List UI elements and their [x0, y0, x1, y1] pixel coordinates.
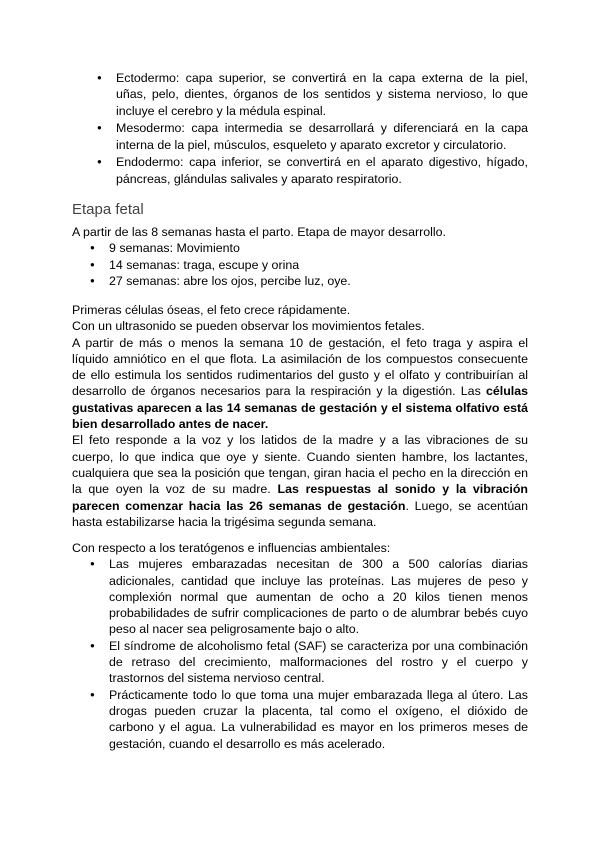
list-item-endodermo: ● Endodermo: capa inferior, se convertirá en el aparato digestivo, hígado, páncreas, glándulas salivales y aparato respiratorio. [116, 154, 528, 187]
list-item: ● 14 semanas: traga, escupe y orina [109, 257, 528, 273]
paragraph-text: A partir de más o menos la semana 10 de gestación, el feto traga y aspira el líquido amniótico en el que flota. La asimilación de los compuestos consecuente de ello estimula los sentidos rudimentarios del gusto y el olfato y contribuirían al desarrollo de órganos necesarios para la respiración y la digestión. Las [72, 335, 528, 399]
paragraph-text: . Luego, se acentúan hasta estabilizarse hacia la trigésima segunda semana. [72, 498, 529, 529]
teratogens-list [109, 556, 528, 752]
fetal-stage-intro: A partir de las 8 semanas hasta el parto. Etapa de mayor desarrollo. [72, 225, 446, 239]
paragraph-line: Primeras células óseas, el feto crece rápidamente. [72, 303, 351, 317]
teratogens-intro: Con respecto a los teratógenos e influencias ambientales: [72, 541, 391, 555]
list-item: ● 9 semanas: Movimiento [109, 240, 528, 256]
list-item: ● El síndrome de alcoholismo fetal (SAF) se caracteriza por una combinación de retraso del crecimiento, malformaciones del rostro y el cuerpo y trastornos del sistema nervioso central. [109, 638, 528, 687]
bold-text: células gustativas aparecen a las 14 semanas de gestación y el sistema olfativo está bien desarrollado antes de nacer. [72, 384, 528, 432]
teratogens-block [72, 540, 528, 752]
milestones-list [109, 240, 528, 289]
paragraph-hearing [72, 432, 528, 530]
fetal-stage-intro-block [72, 224, 528, 289]
list-item: ● 27 semanas: abre los ojos, percibe luz, oye. [109, 273, 528, 289]
development-block [72, 302, 528, 530]
section-heading-etapa-fetal: Etapa fetal [72, 201, 144, 218]
list-item-ectodermo: ● Ectodermo: capa superior, se convertirá en la capa externa de la piel, uñas, pelo, dientes, órganos de los sentidos y sistema nervioso, lo que incluye el cerebro y la médula espinal. [116, 70, 528, 119]
paragraph-text: El feto responde a la voz y los latidos de la madre y a las vibraciones de su cuerpo, lo que indica que oye y siente. Cuando sienten hambre, los lactantes, cualquiera que sea la posición que tengan, giran hacia el pecho en la dirección en la que oyen la voz de su madre. [72, 433, 528, 497]
germ-layers-list [116, 70, 528, 189]
document-page [72, 0, 528, 848]
list-item: ● Prácticamente todo lo que toma una mujer embarazada llega al útero. Las drogas pueden cruzar la placenta, tal como el oxígeno, el dióxido de carbono y el agua. La vulnerabilidad es mayor en los primeros meses de gestación, cuando el desarrollo es más acelerado. [109, 687, 528, 752]
paragraph-taste-smell [72, 335, 528, 433]
list-item-mesodermo: ● Mesodermo: capa intermedia se desarrollará y diferenciará en la capa interna de la piel, músculos, esqueleto y aparato excretor y circulatorio. [116, 120, 528, 153]
paragraph-line: Con un ultrasonido se pueden observar los movimientos fetales. [72, 319, 425, 334]
bold-text: Las respuestas al sonido y la vibración parecen comenzar hacia las 26 semanas de gestación [72, 482, 528, 513]
list-item: ● Las mujeres embarazadas necesitan de 300 a 500 calorías diarias adicionales, cantidad que incluye las proteínas. Las mujeres de peso y complexión normal que aumentan de ocho a 20 kilos tienen menos probabilidades de sufrir complicaciones de parto o de alumbrar bebés cuyo peso al nacer sea peligrosamente bajo o alto. [109, 556, 528, 637]
